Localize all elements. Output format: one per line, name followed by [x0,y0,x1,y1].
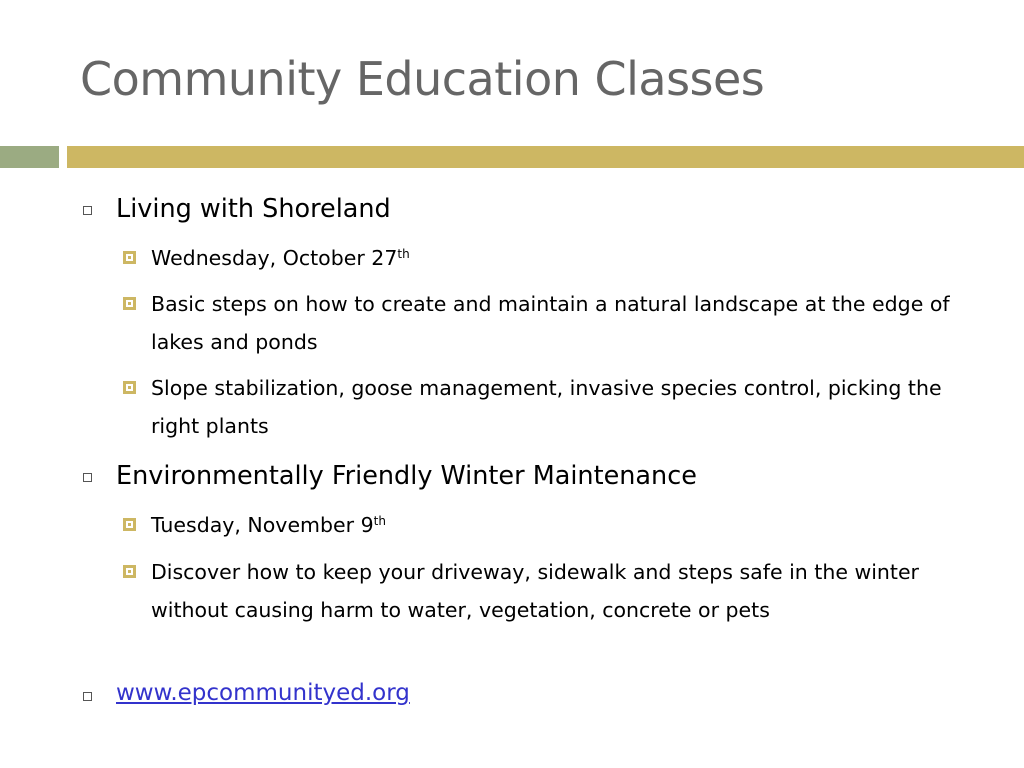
hollow-square-bullet-icon [83,206,92,215]
section-heading-shoreland: Living with Shoreland [116,194,391,224]
accent-bar-right [67,146,1024,168]
list-item-winter-description: Discover how to keep your driveway, sidewalk and steps safe in the winter without causing harm to water, vegetation, concrete or pets [151,560,919,622]
website-link[interactable]: www.epcommunityed.org [116,680,410,706]
list-item-winter-date: Tuesday, November 9th [151,513,386,537]
gold-square-bullet-icon [123,518,136,531]
list-item-shoreland-date: Wednesday, October 27th [151,246,410,270]
gold-square-bullet-icon [123,381,136,394]
gold-square-bullet-icon [123,251,136,264]
hollow-square-bullet-icon [83,692,92,701]
section-heading-winter-maintenance: Environmentally Friendly Winter Maintenance [116,461,697,491]
website-link-item [116,677,410,709]
list-item-shoreland-topics: Slope stabilization, goose management, invasive species control, picking the right plants [151,376,942,438]
slide-title: Community Education Classes [80,52,765,106]
gold-square-bullet-icon [123,565,136,578]
gold-square-bullet-icon [123,297,136,310]
accent-bar-left [0,146,59,168]
list-item-shoreland-description: Basic steps on how to create and maintain a natural landscape at the edge of lakes and ponds [151,292,950,354]
hollow-square-bullet-icon [83,473,92,482]
